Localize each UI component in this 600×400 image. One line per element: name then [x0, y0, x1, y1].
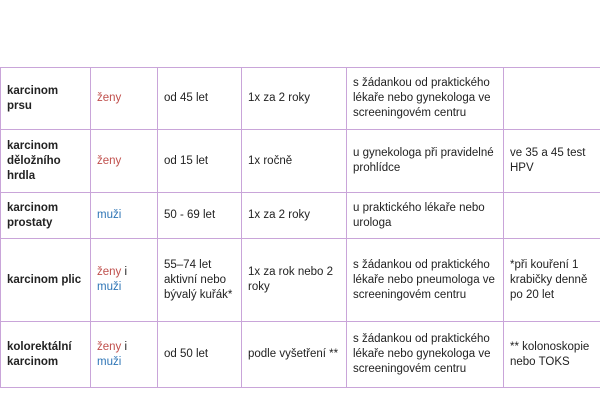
age-cell: 55–74 let aktivní nebo bývalý kuřák*: [158, 239, 242, 322]
sex-cell: [91, 68, 158, 130]
screening-table: [0, 67, 600, 388]
sex-conjunction: i: [121, 266, 128, 278]
where-cell: u gynekologa při pravidelné prohlídce: [347, 130, 504, 193]
frequency-cell: 1x ročně: [242, 130, 347, 193]
cancer-type-cell: karcinom děložního hrdla: [1, 130, 91, 193]
cancer-type-cell: karcinom plic: [1, 239, 91, 322]
sex-women: ženy: [97, 92, 122, 104]
age-cell: od 45 let: [158, 68, 242, 130]
sex-cell: [91, 193, 158, 239]
note-cell: ** kolonoskopie nebo TOKS: [504, 322, 600, 388]
cancer-type-cell: kolorektální karcinom: [1, 322, 91, 388]
table-row: [1, 322, 600, 388]
table-row: [1, 193, 600, 239]
sex-cell: [91, 130, 158, 193]
sex-conjunction: i: [121, 340, 128, 353]
age-cell: od 50 let: [158, 322, 242, 388]
note-cell: [504, 68, 600, 130]
where-cell: u praktického lékaře nebo urologa: [347, 193, 504, 239]
sex-cell: [91, 322, 158, 388]
sex-cell: [91, 239, 158, 322]
frequency-cell: podle vyšetření **: [242, 322, 347, 388]
frequency-cell: 1x za 2 roky: [242, 193, 347, 239]
where-cell: s žádankou od praktického lékaře nebo pneumologa ve screeningovém centru: [347, 239, 504, 322]
where-cell: s žádankou od praktického lékaře nebo gynekologa ve screeningovém centru: [347, 68, 504, 130]
table-row: [1, 68, 600, 130]
sex-women: ženy: [97, 154, 122, 167]
age-cell: 50 - 69 let: [158, 193, 242, 239]
note-cell: ve 35 a 45 test HPV: [504, 130, 600, 193]
sex-women: ženy: [97, 266, 122, 278]
sex-men: muži: [97, 281, 122, 293]
cancer-type-cell: karcinom prsu: [1, 68, 91, 130]
age-cell: od 15 let: [158, 130, 242, 193]
table-row: [1, 239, 600, 322]
note-cell: [504, 193, 600, 239]
sex-women: ženy: [97, 340, 122, 353]
table-row: [1, 130, 600, 193]
frequency-cell: 1x za rok nebo 2 roky: [242, 239, 347, 322]
sex-men: muži: [97, 209, 122, 221]
frequency-cell: 1x za 2 roky: [242, 68, 347, 130]
cancer-type-cell: karcinom prostaty: [1, 193, 91, 239]
sex-men: muži: [97, 355, 122, 368]
where-cell: s žádankou od praktického lékaře nebo gynekologa ve screeningovém centru: [347, 322, 504, 388]
note-cell: *při kouření 1 krabičky denně po 20 let: [504, 239, 600, 322]
